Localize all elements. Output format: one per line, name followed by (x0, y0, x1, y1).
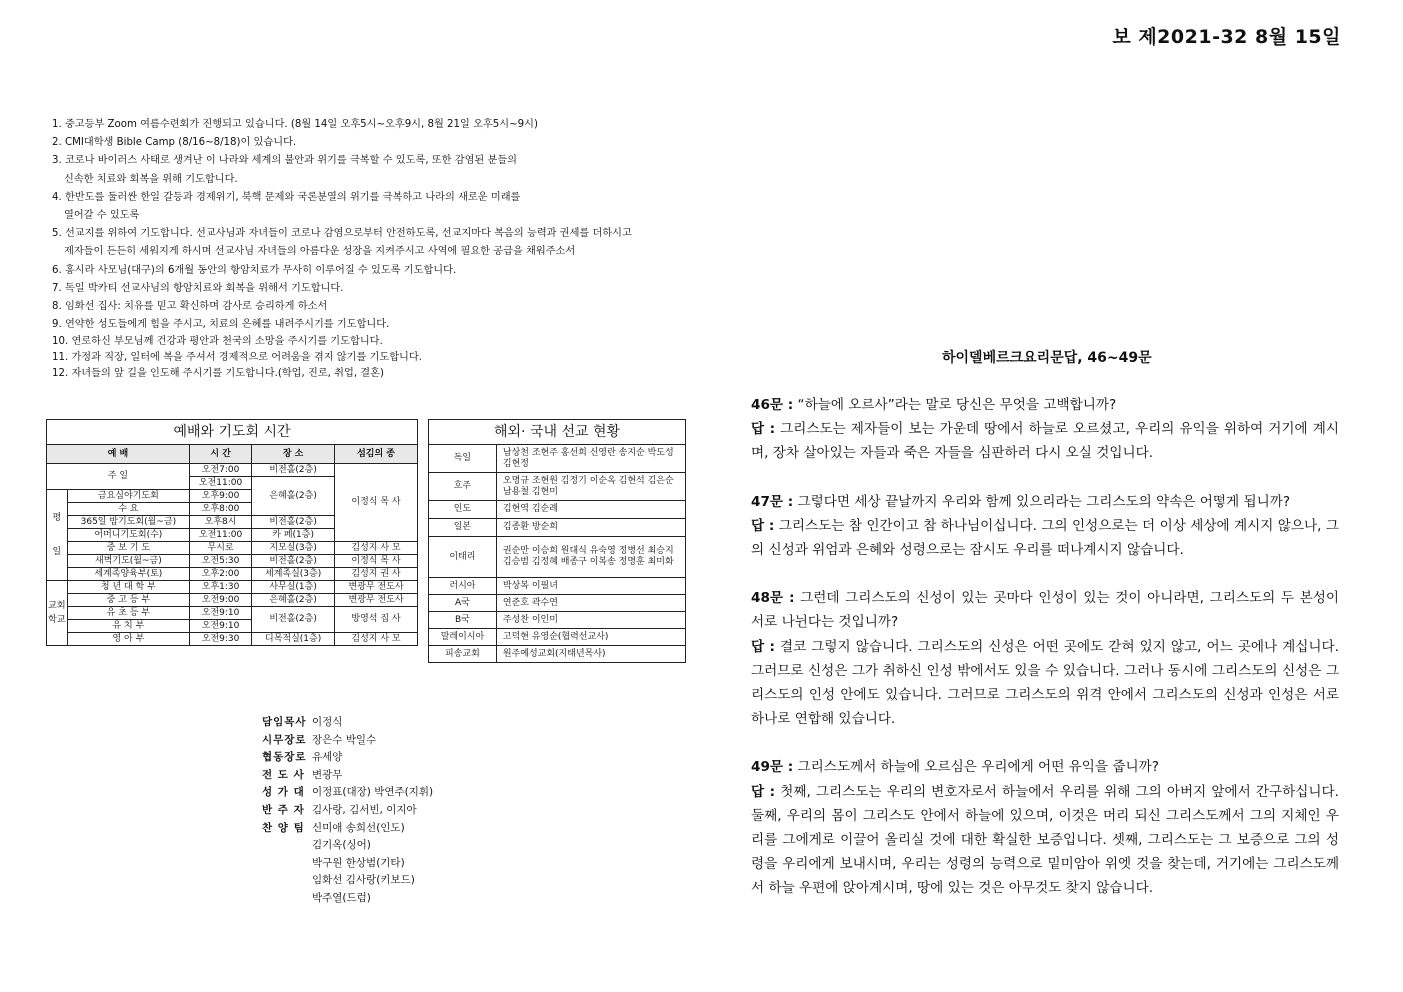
row-label: 금요심야기도회 (67, 490, 189, 503)
mission-names: 고덕현 유영순(협력선교사) (496, 629, 685, 646)
staff-row: 담임목사 이정식 (262, 716, 343, 728)
prayer-requests-list (52, 116, 692, 382)
staff-row: 반 주 자 김사랑, 김서빈, 이지아 (262, 803, 417, 816)
time-cell: 오전5:30 (190, 555, 252, 568)
prayer-item: 6. 홍시라 사모님(대구)의 6개월 동안의 항암치료가 무사히 이루어질 수 있도록 기도합니다. (52, 264, 457, 276)
servant-cell: 변광무 전도사 (335, 594, 418, 607)
prayer-item: 신속한 치료와 회복을 위해 기도합니다. (64, 173, 238, 185)
row-label: 세계족양육부(토) (67, 568, 189, 581)
prayer-item: 열어갈 수 있도록 (64, 210, 140, 222)
time-cell: 오전7:00 (190, 464, 252, 477)
catechism-body (751, 393, 1339, 925)
row-label: 중 보 기 도 (67, 542, 189, 555)
mission-names: 권순만 이승희 원대식 유숙영 정병선 최승지 김승범 김정혜 배종구 이복송 정명훈 최미화 (496, 537, 685, 578)
col-header: 시 간 (190, 445, 252, 464)
prayer-item: 4. 한반도를 둘러싼 한일 갈등과 경제위기, 북핵 문제와 국론분열의 위기를 극복하고 나라의 새로운 미래를 (52, 191, 521, 203)
staff-row: 협동장로 유세양 (262, 751, 343, 764)
prayer-item: 9. 연약한 성도들에게 힘을 주시고, 치료의 은혜를 내려주시기를 기도합니다. (52, 319, 390, 331)
prayer-item: 제자들이 든든히 세워지게 하시며 선교사님 자녀들의 아름다운 성장을 지켜주시고 사역에 필요한 공급을 채워주소서 (64, 246, 576, 258)
group-label: 평 일 (47, 490, 68, 581)
prayer-item: 11. 가정과 직장, 일터에 복을 주셔서 경제적으로 어려움을 겪지 않기를 기도합니다. (52, 352, 422, 364)
staff-row: 시무장로 장은수 박일수 (262, 733, 377, 746)
mission-region: 말레이시아 (429, 629, 497, 646)
prayer-item: 8. 임화선 집사: 치유를 믿고 확신하며 감사로 승리하게 하소서 (52, 301, 328, 313)
staff-row: 전 도 사 변광무 (262, 768, 343, 781)
time-cell: 오전9:30 (190, 633, 252, 646)
prayer-item: 5. 선교지를 위하여 기도합니다. 선교사님과 자녀들이 코로나 감염으로부터 안전하도록, 선교지마다 복음의 능력과 권세를 더하시고 (52, 228, 632, 240)
prayer-item: 3. 코로나 바이러스 사태로 생겨난 이 나라와 세계의 불안과 위기를 극복할 수 있도록, 또한 감염된 분들의 (52, 155, 518, 167)
row-label: 영 아 부 (67, 633, 189, 646)
mission-names: 박상복 이필녀 (496, 578, 685, 595)
prayer-item: 1. 중고등부 Zoom 여름수련회가 진행되고 있습니다. (8월 14일 오후5시~오후9시, 8월 21일 오후5시~9시) (52, 119, 538, 130)
row-label: 365일 밤기도회(월~금) (67, 516, 189, 529)
question: 48문 : 그런데 그리스도의 신성이 있는 곳마다 인성이 있는 것이 아니라면, 그리스도의 두 본성이 서로 나뉜다는 것입니까? (751, 590, 1339, 631)
time-cell: 오전9:10 (190, 620, 252, 633)
answer: 답 : 첫째, 그리스도는 우리의 변호자로서 하늘에서 우리를 위해 그의 아버지 앞에서 간구하십니다. 둘째, 우리의 몸이 그리스도 안에서 하늘에 있으며, 이것은 머리 되신 그리스도께서 그의 지체인 우리를 그에게로 이끌어 올리실 것에 대한 확실한 보증입니다. 셋째, 그리스도는 그 보증으로 그의 성령을 우리에게 보내시며, 우리는 성령의 능력으로 밑미암아 위엣 것을 찾는데, 거기에는 그리스도께서 하늘 우편에 앉아계시며, 땅에 있는 것은 아무것도 찾지 않습니다. (751, 783, 1339, 897)
staff-row: 박주열(드럼) (312, 891, 371, 904)
time-cell: 무시로 (190, 542, 252, 555)
place-cell: 비전홀(2층) (252, 516, 335, 529)
prayer-item: 7. 독일 박카티 선교사님의 항암치료와 회복을 위해서 기도합니다. (52, 282, 344, 294)
time-cell: 오후9:00 (190, 490, 252, 503)
mission-region: 러시아 (429, 578, 497, 595)
row-label: 유 초 등 부 (67, 607, 189, 620)
mission-region: 피송교회 (429, 646, 497, 663)
servant-cell: 이정식 목 사 (335, 555, 418, 568)
prayer-item: 10. 연로하신 부모님께 건강과 평안과 천국의 소망을 주시기를 기도합니다. (52, 336, 383, 348)
question: 47문 : 그렇다면 세상 끝날까지 우리와 함께 있으리라는 그리스도의 약속은 어떻게 됩니까? (751, 493, 1291, 510)
mission-names: 김현역 김순례 (496, 501, 685, 519)
time-cell: 오전11:00 (190, 529, 252, 542)
mission-region: 인도 (429, 501, 497, 519)
time-cell: 오전11:00 (190, 477, 252, 490)
staff-row: 김기옥(싱어) (312, 839, 371, 852)
place-cell: 비전홀(2층) (252, 464, 335, 477)
row-label: 중 고 등 부 (67, 594, 189, 607)
row-label: 청 년 대 학 부 (67, 581, 189, 594)
time-cell: 오후1:30 (190, 581, 252, 594)
col-header: 장 소 (252, 445, 335, 464)
staff-row: 찬 양 팀 신미애 송희선(인도) (262, 821, 405, 834)
catechism-qa (751, 490, 1339, 563)
mission-names: 주성찬 이인미 (496, 612, 685, 629)
place-cell: 비전홀(2층) (252, 555, 335, 568)
servant-cell: 방영석 집 사 (335, 607, 418, 633)
mission-region: 일본 (429, 519, 497, 537)
staff-row: 성 가 대 이정표(대장) 박연주(지휘) (262, 786, 434, 799)
mission-names: 원주예성교회(지태년목사) (496, 646, 685, 663)
question: 46문 : “하늘에 오르사”라는 말로 당신은 무엇을 고백합니까? (751, 397, 1117, 413)
row-label: 새벽기도(월~금) (67, 555, 189, 568)
catechism-qa (751, 755, 1339, 900)
col-header: 섬김의 종 (335, 445, 418, 464)
row-label: 수 요 (67, 503, 189, 516)
row-label: 유 치 부 (67, 620, 189, 633)
mission-names: 김종환 방순희 (496, 519, 685, 537)
group-label: 교회학교 (47, 581, 68, 646)
row-label: 주 일 (47, 464, 190, 490)
question: 49문 : 그리스도께서 하늘에 오르심은 우리에게 어떤 유익을 줍니까? (751, 759, 1159, 776)
catechism-title: 하이델베르크요리문답, 46~49문 (942, 350, 1152, 366)
place-cell: 은혜홀(2층) (252, 594, 335, 607)
place-cell: 비전홀(2층) (252, 607, 335, 633)
time-cell: 오후8:00 (190, 503, 252, 516)
time-cell: 오전9:00 (190, 594, 252, 607)
time-cell: 오전9:10 (190, 607, 252, 620)
answer: 답 : 결코 그렇지 않습니다. 그리스도의 신성은 어떤 곳에도 갇혀 있지 않고, 어느 곳에나 계십니다. 그러므로 신성은 그가 취하신 인성 밖에서도 있을 수 있습니다. 그러나 동시에 그리스도의 신성은 그리스도의 인성 안에도 있습니다. 그러므로 그리스도의 위격 안에서 그리스도의 신성과 인성은 서로 하나로 연합해 있습니다. (751, 638, 1339, 728)
mission-names: 연준호 곽수연 (496, 595, 685, 612)
time-cell: 오후2:00 (190, 568, 252, 581)
time-cell: 오후8시 (190, 516, 252, 529)
place-cell: 카 페(1층) (252, 529, 335, 542)
staff-list (262, 714, 433, 908)
servant-cell: 이정식 목 사 (335, 464, 418, 542)
answer: 답 : 그리스도는 참 인간이고 참 하나님이십니다. 그의 인성으로는 더 이상 세상에 계시지 않으나, 그의 신성과 위엄과 은혜와 성령으로는 잠시도 우리를 떠나계시지 않습니다. (751, 517, 1339, 559)
place-cell: 디목적실(1층) (252, 633, 335, 646)
bulletin-number-date: 보 제2021-32 8월 15일 (1112, 26, 1341, 48)
mission-region: 이태리 (429, 537, 497, 578)
mission-names: 오명규 조현원 김정기 이순옥 김현석 김은순 남용철 김현미 (496, 473, 685, 501)
worship-schedule-table (46, 419, 418, 646)
answer: 답 : 그리스도는 제자들이 보는 가운데 땅에서 하늘로 오르셨고, 우리의 유익을 위하여 거기에 계시며, 장차 살아있는 자들과 죽은 자들을 심판하러 다시 오실 것입니다. (751, 421, 1340, 462)
servant-cell: 김성지 권 사 (335, 568, 418, 581)
mission-region: 독일 (429, 445, 497, 473)
place-cell: 사무실(1층) (252, 581, 335, 594)
mission-region: 호주 (429, 473, 497, 501)
mission-region: A국 (429, 595, 497, 612)
mission-names: 남상천 조현주 홍선희 신영란 송지순 박도성 김현정 (496, 445, 685, 473)
col-header: 예 배 (47, 445, 190, 464)
catechism-qa (751, 586, 1339, 731)
place-cell: 은혜홀(2층) (252, 477, 335, 516)
place-cell: 지모실(3층) (252, 542, 335, 555)
servant-cell: 김성지 사 모 (335, 542, 418, 555)
mission-status-table (428, 419, 686, 663)
staff-row: 임화선 김사랑(키보드) (312, 874, 415, 887)
row-label: 어머니기도회(수) (67, 529, 189, 542)
servant-cell: 변광무 전도사 (335, 581, 418, 594)
mission-table-title: 해외· 국내 선교 현황 (429, 420, 686, 445)
staff-row: 박구원 한상범(기타) (312, 856, 405, 869)
prayer-item: 2. CMI대학생 Bible Camp (8/16~8/18)이 있습니다. (52, 137, 297, 149)
prayer-item: 12. 자녀들의 앞 길을 인도해 주시기를 기도합니다.(학업, 진로, 취업, 결혼) (52, 368, 384, 380)
place-cell: 세계족실(3층) (252, 568, 335, 581)
servant-cell: 김성지 사 모 (335, 633, 418, 646)
mission-region: B국 (429, 612, 497, 629)
catechism-qa (751, 393, 1339, 466)
worship-table-title: 예배와 기도회 시간 (47, 420, 418, 445)
